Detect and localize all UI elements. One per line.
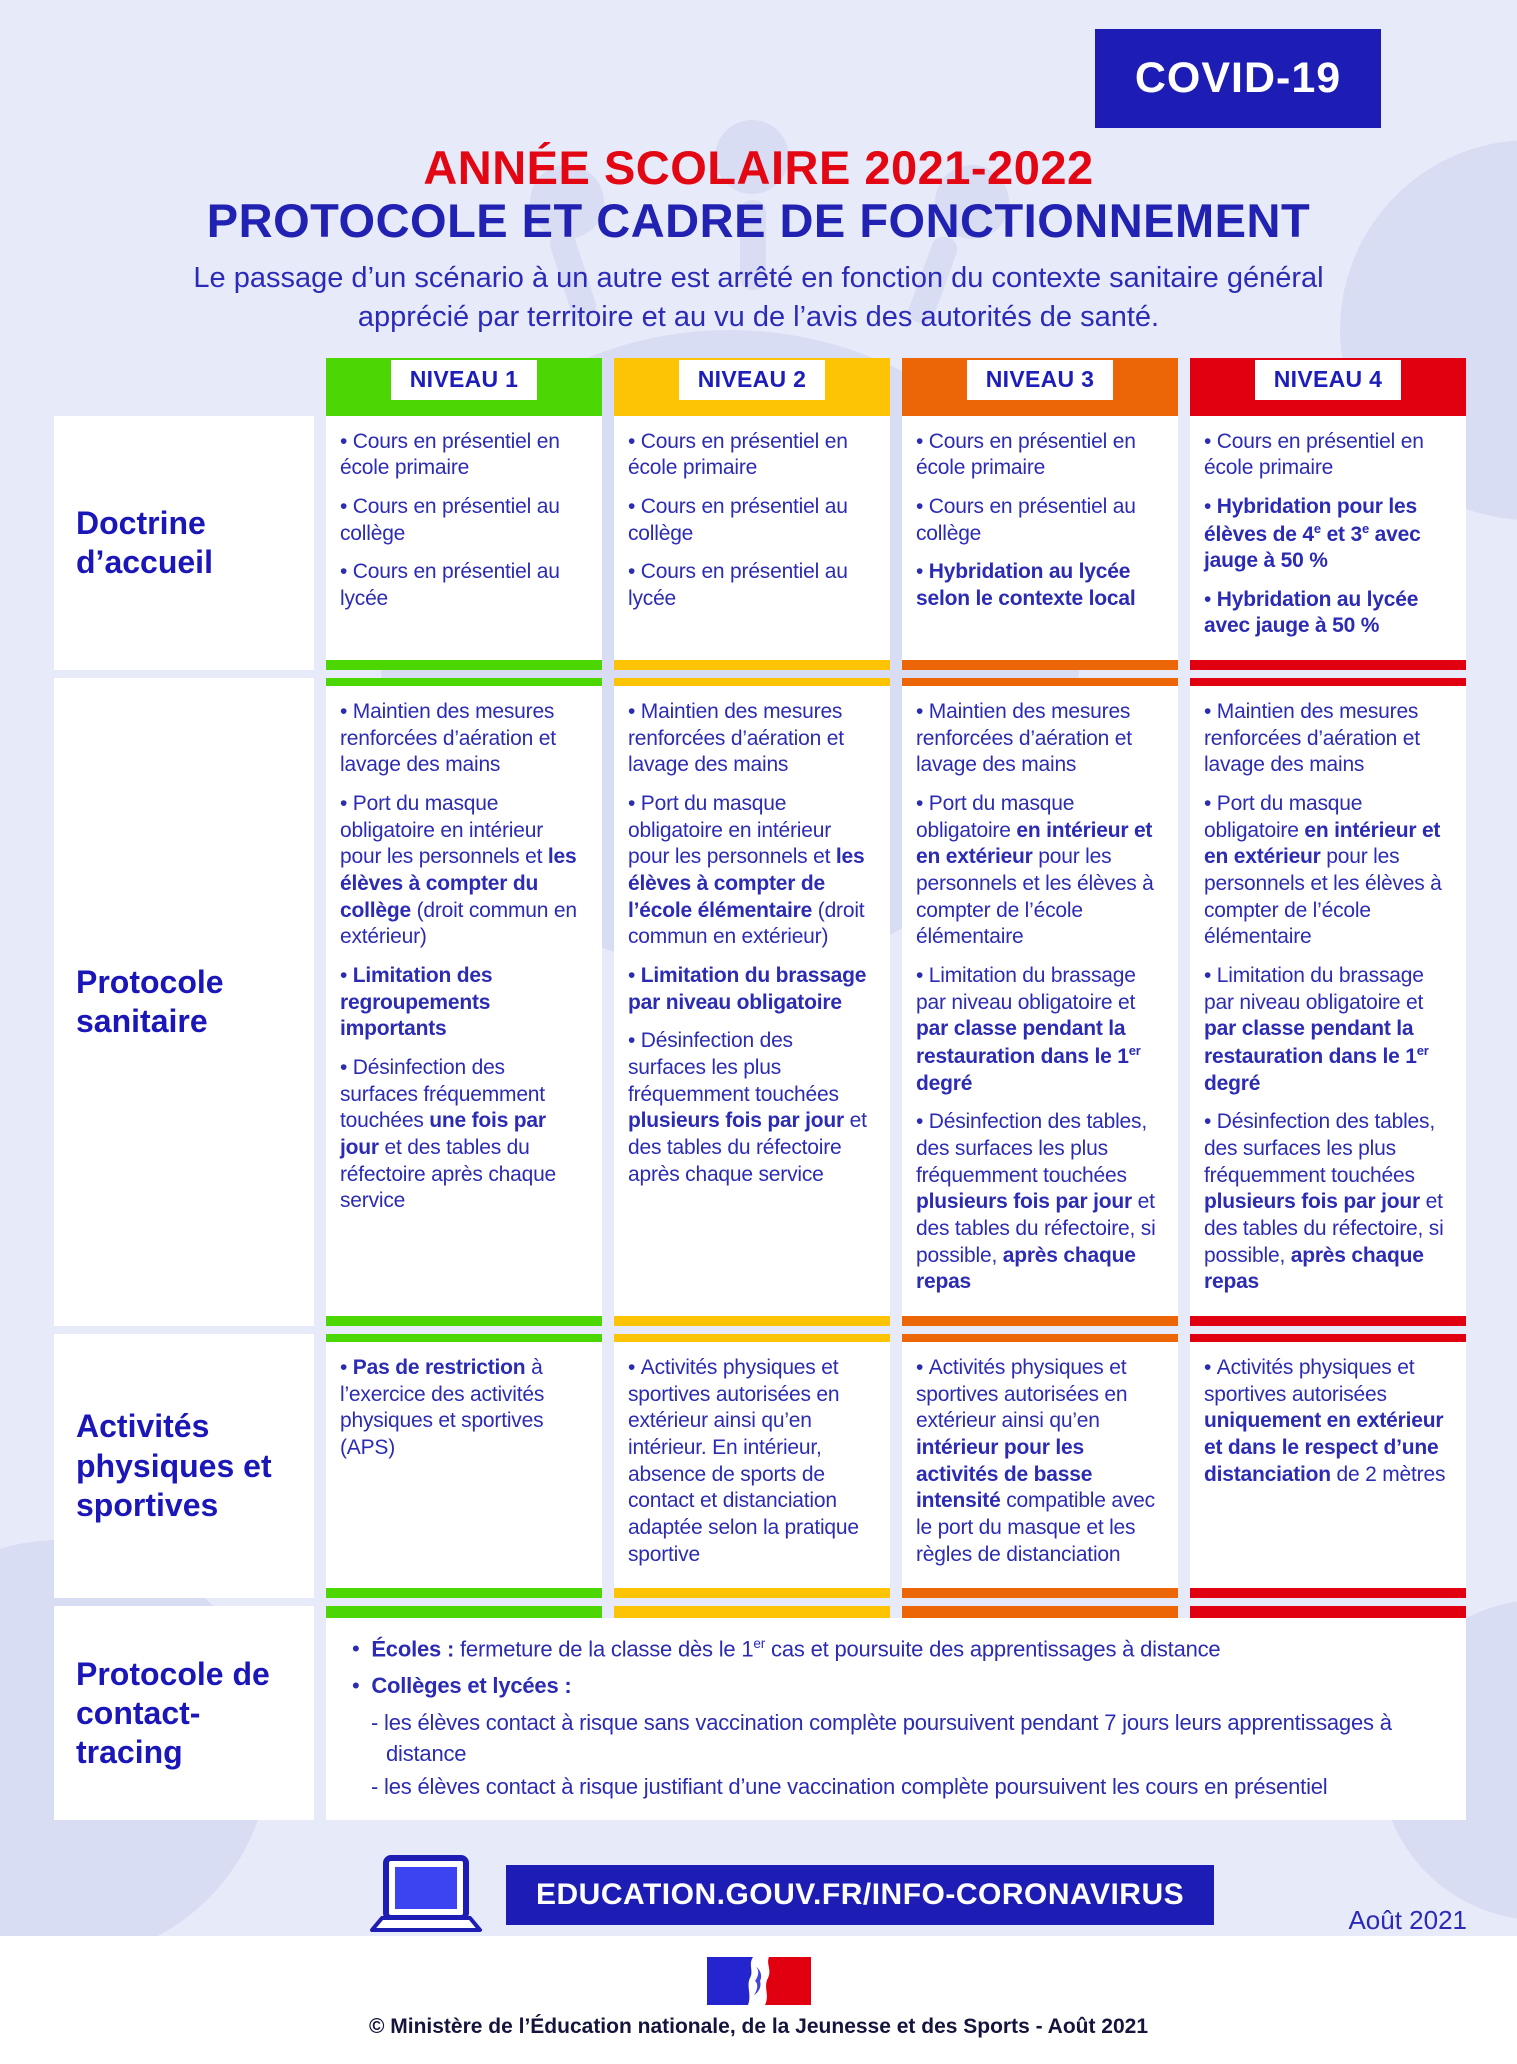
- cell-doctrine-niveau1: [326, 416, 602, 671]
- level-bar: [614, 1606, 890, 1618]
- footer-row: [368, 1854, 1467, 1936]
- niveau-1-label: NIVEAU 1: [391, 360, 537, 400]
- level-bar: [614, 1588, 890, 1598]
- row-label-doctrine: Doctrine d’accueil: [54, 416, 314, 671]
- list-item: • Hybridation au lycée selon le contexte local: [916, 559, 1164, 612]
- list-item: • Désinfection des surfaces les plus fréquemment touchées plusieurs fois par jour et des tables du réfectoire après chaque service: [628, 1028, 876, 1188]
- level-bar: [326, 1606, 602, 1618]
- list-item: • Maintien des mesures renforcées d’aération et lavage des mains: [628, 699, 876, 779]
- list-item: • Cours en présentiel au lycée: [628, 559, 876, 612]
- list-item: • Désinfection des surfaces fréquemment touchées une fois par jour et des tables du réfectoire après chaque service: [340, 1055, 588, 1215]
- cell-contact-tracing: [326, 1606, 1466, 1820]
- row-sanitaire: [54, 678, 1466, 1326]
- level-bars: [326, 1606, 1466, 1618]
- ministere-marianne-logo: [707, 1957, 811, 2005]
- level-bar: [1190, 1606, 1466, 1618]
- list-item: • Limitation du brassage par niveau obligatoire et par classe pendant la restauration dans le 1er degré: [916, 963, 1164, 1097]
- level-bar: [902, 1606, 1178, 1618]
- spacer-cell: [54, 358, 314, 416]
- level-bar: [902, 660, 1178, 670]
- level-bar: [326, 1334, 602, 1342]
- page-title-year: ANNÉE SCOLAIRE 2021-2022: [423, 141, 1094, 194]
- list-item: • Collèges et lycées :: [352, 1671, 1440, 1702]
- level-bar: [902, 1588, 1178, 1598]
- copyright-text: © Ministère de l’Éducation nationale, de la Jeunesse et des Sports - Août 2021: [368, 2015, 1149, 2039]
- list-item: • Limitation du brassage par niveau obligatoire: [628, 963, 876, 1016]
- row-activites: [54, 1334, 1466, 1598]
- list-item: • Maintien des mesures renforcées d’aération et lavage des mains: [340, 699, 588, 779]
- list-item: • Cours en présentiel au collège: [628, 494, 876, 547]
- list-item: • Limitation du brassage par niveau obligatoire et par classe pendant la restauration dans le 1er degré: [1204, 963, 1452, 1097]
- level-bar: [326, 678, 602, 686]
- level-bar: [1190, 1316, 1466, 1326]
- list-item: • Cours en présentiel en école primaire: [916, 429, 1164, 482]
- row-doctrine: [54, 416, 1466, 671]
- level-bar: [1190, 1588, 1466, 1598]
- list-item: • Cours en présentiel en école primaire: [340, 429, 588, 482]
- level-bar: [326, 1316, 602, 1326]
- list-item: • Hybridation pour les élèves de 4e et 3e avec jauge à 50 %: [1204, 494, 1452, 575]
- level-bar: [1190, 678, 1466, 686]
- level-bar: [326, 660, 602, 670]
- cell-activites-niveau2: [614, 1334, 890, 1598]
- level-bar: [614, 678, 890, 686]
- list-item: • Cours en présentiel en école primaire: [1204, 429, 1452, 482]
- niveau-3-header: [902, 358, 1178, 416]
- list-item: • Activités physiques et sportives autorisées en extérieur ainsi qu’en intérieur. En intérieur, absence de sports de contact et distanciation adaptée selon la pratique sportive: [628, 1355, 876, 1568]
- level-bar: [614, 660, 890, 670]
- list-item: • Activités physiques et sportives autorisées uniquement en extérieur et dans le respect d’une distanciation de 2 mètres: [1204, 1355, 1452, 1488]
- list-item: - les élèves contact à risque justifiant d’une vaccination complète poursuivent les cours en présentiel: [352, 1772, 1440, 1803]
- level-bar: [902, 1316, 1178, 1326]
- row-contact-tracing: [54, 1606, 1466, 1820]
- list-item: • Écoles : fermeture de la classe dès le 1er cas et poursuite des apprentissages à distance: [352, 1634, 1440, 1665]
- cell-sanitaire-niveau4: [1190, 678, 1466, 1326]
- level-bar: [1190, 1334, 1466, 1342]
- level-bar: [614, 1334, 890, 1342]
- level-bar: [902, 678, 1178, 686]
- niveau-3-label: NIVEAU 3: [967, 360, 1113, 400]
- publication-date: Août 2021: [1348, 1905, 1467, 1936]
- niveau-2-header: [614, 358, 890, 416]
- level-bar: [326, 1588, 602, 1598]
- list-item: • Cours en présentiel au collège: [916, 494, 1164, 547]
- list-item: - les élèves contact à risque sans vaccination complète poursuivent pendant 7 jours leurs apprentissages à distance: [352, 1708, 1440, 1770]
- niveau-header-row: [54, 358, 1466, 416]
- list-item: • Port du masque obligatoire en intérieur pour les personnels et les élèves à compter du collège (droit commun en extérieur): [340, 791, 588, 951]
- list-item: • Port du masque obligatoire en intérieur et en extérieur pour les personnels et les élèves à compter de l’école élémentaire: [916, 791, 1164, 951]
- info-url-banner[interactable]: EDUCATION.GOUV.FR/INFO-CORONAVIRUS: [506, 1865, 1214, 1925]
- list-item: • Désinfection des tables, des surfaces les plus fréquemment touchées plusieurs fois par jour et des tables du réfectoire, si possible, après chaque repas: [1204, 1109, 1452, 1296]
- cell-doctrine-niveau4: [1190, 416, 1466, 671]
- cell-doctrine-niveau2: [614, 416, 890, 671]
- row-label-contact-tracing: Protocole de contact-tracing: [54, 1606, 314, 1820]
- level-bar: [902, 1334, 1178, 1342]
- cell-activites-niveau1: [326, 1334, 602, 1598]
- protocol-table: [54, 358, 1466, 1821]
- list-item: • Port du masque obligatoire en intérieur et en extérieur pour les personnels et les élèves à compter de l’école élémentaire: [1204, 791, 1452, 951]
- laptop-icon: [368, 1854, 484, 1936]
- list-item: • Hybridation au lycée avec jauge à 50 %: [1204, 587, 1452, 640]
- list-item: • Limitation des regroupements importants: [340, 963, 588, 1043]
- list-item: • Maintien des mesures renforcées d’aération et lavage des mains: [916, 699, 1164, 779]
- cell-sanitaire-niveau1: [326, 678, 602, 1326]
- list-item: • Pas de restriction à l’exercice des activités physiques et sportives (APS): [340, 1355, 588, 1462]
- cell-activites-niveau4: [1190, 1334, 1466, 1598]
- page-title-protocol: PROTOCOLE ET CADRE DE FONCTIONNEMENT: [206, 193, 1311, 247]
- list-item: • Port du masque obligatoire en intérieur pour les personnels et les élèves à compter de l’école élémentaire (droit commun en extérieur): [628, 791, 876, 951]
- level-bar: [1190, 660, 1466, 670]
- list-item: • Maintien des mesures renforcées d’aération et lavage des mains: [1204, 699, 1452, 779]
- cell-sanitaire-niveau3: [902, 678, 1178, 1326]
- row-label-activites: Activités physiques et sportives: [54, 1334, 314, 1598]
- niveau-2-label: NIVEAU 2: [679, 360, 825, 400]
- cell-doctrine-niveau3: [902, 416, 1178, 671]
- cell-activites-niveau3: [902, 1334, 1178, 1598]
- niveau-4-header: [1190, 358, 1466, 416]
- row-label-sanitaire: Protocole sanitaire: [54, 678, 314, 1326]
- cell-sanitaire-niveau2: [614, 678, 890, 1326]
- niveau-4-label: NIVEAU 4: [1255, 360, 1401, 400]
- list-item: • Cours en présentiel au collège: [340, 494, 588, 547]
- page-subtitle: Le passage d’un scénario à un autre est arrêté en fonction du contexte sanitaire général apprécié par territoire et au vu de l’avis des autorités de santé.: [193, 262, 1324, 334]
- list-item: • Désinfection des tables, des surfaces les plus fréquemment touchées plusieurs fois par jour et des tables du réfectoire, si possible, après chaque repas: [916, 1109, 1164, 1296]
- list-item: • Activités physiques et sportives autorisées en extérieur ainsi qu’en intérieur pour les activités de basse intensité compatible avec le port du masque et les règles de distanciation: [916, 1355, 1164, 1568]
- niveau-1-header: [326, 358, 602, 416]
- list-item: • Cours en présentiel au lycée: [340, 559, 588, 612]
- covid-19-badge: COVID-19: [1095, 29, 1381, 128]
- level-bar: [614, 1316, 890, 1326]
- bottom-strip: [0, 1936, 1517, 2064]
- list-item: • Cours en présentiel en école primaire: [628, 429, 876, 482]
